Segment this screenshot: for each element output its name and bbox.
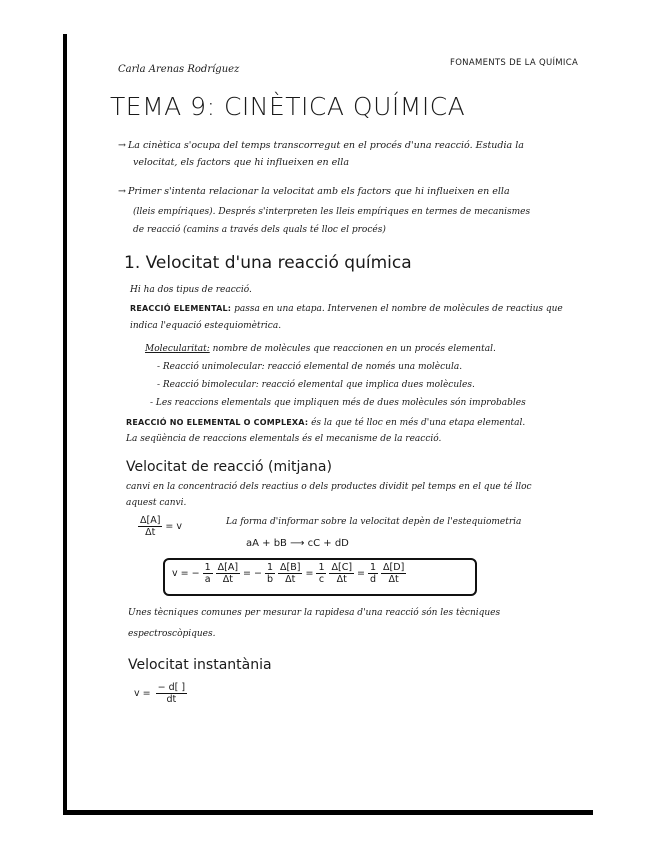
generic-reaction: aA + bB ⟶ cC + dD bbox=[246, 538, 349, 549]
molecularity-line bbox=[145, 343, 496, 355]
rate-v: v = bbox=[172, 568, 189, 579]
derivative-fraction bbox=[156, 682, 187, 705]
author-name: Carla Arenas Rodríguez bbox=[118, 64, 240, 75]
non-elemental-line2: La seqüència de reaccions elementals és el mecanisme de la reacció. bbox=[126, 434, 442, 444]
term1-delta bbox=[216, 562, 240, 585]
delta-den: Δt bbox=[336, 574, 347, 585]
section-heading: 1. Velocitat d'una reacció química bbox=[124, 253, 412, 273]
techniques-line1: Unes tècniques comunes per mesurar la rapidesa d'una reacció són les tècniques bbox=[128, 608, 501, 618]
arrow-bullet-icon: → bbox=[118, 186, 126, 197]
non-elemental-line1 bbox=[126, 417, 525, 429]
average-rate-formula bbox=[138, 515, 182, 538]
coef-num: 1 bbox=[370, 562, 377, 573]
equals-2: = bbox=[305, 568, 314, 579]
delta-den: Δt bbox=[285, 574, 296, 585]
rate-equation bbox=[172, 562, 406, 585]
molecularity-text: nombre de molècules que reaccionen en un procés elemental. bbox=[212, 344, 496, 354]
average-rate-def-line1: canvi en la concentració dels reactius o dels productes dividit pel temps en el que té lloc bbox=[126, 482, 532, 492]
fraction-denominator: Δt bbox=[145, 527, 156, 538]
delta-fraction bbox=[138, 515, 162, 538]
term3-delta bbox=[329, 562, 354, 585]
subject-label: FONAMENTS DE LA QUÍMICA bbox=[450, 58, 579, 68]
equals-1: = bbox=[243, 568, 252, 579]
page-bottom-border bbox=[63, 810, 593, 815]
derivative-num: − d[ ] bbox=[157, 682, 186, 693]
term1-sign: − bbox=[191, 568, 200, 579]
page-left-border bbox=[63, 34, 67, 814]
elemental-label: REACCIÓ ELEMENTAL: bbox=[130, 304, 232, 313]
coef-num: 1 bbox=[204, 562, 211, 573]
delta-den: Δt bbox=[388, 574, 399, 585]
delta-num: Δ[D] bbox=[383, 562, 405, 573]
delta-num: Δ[B] bbox=[280, 562, 301, 573]
derivative-den: dt bbox=[166, 694, 177, 705]
coef-num: 1 bbox=[318, 562, 325, 573]
non-elemental-label: REACCIÓ NO ELEMENTAL O COMPLEXA: bbox=[126, 418, 309, 427]
coef-den: a bbox=[204, 574, 211, 585]
termolecular-item: - Les reaccions elementals que impliquen més de dues molècules són improbables bbox=[150, 398, 526, 408]
non-elemental-text: és la que té lloc en més d'una etapa elemental. bbox=[311, 418, 526, 428]
coef-den: b bbox=[266, 574, 274, 585]
page-title: TEMA 9: CINÈTICA QUÍMICA bbox=[110, 92, 466, 121]
intro-bullet-2 bbox=[118, 186, 510, 198]
intro-b2-line1: Primer s'intenta relacionar la velocitat amb els factors que hi influeixen en ella bbox=[127, 186, 510, 197]
inst-v: v = bbox=[134, 687, 151, 699]
delta-num: Δ[A] bbox=[217, 562, 239, 573]
elemental-reaction-line2: indica l'equació estequiomètrica. bbox=[130, 321, 282, 331]
average-rate-heading: Velocitat de reacció (mitjana) bbox=[126, 459, 332, 475]
instantaneous-formula bbox=[134, 682, 187, 705]
equals-v: = v bbox=[165, 520, 183, 532]
delta-den: Δt bbox=[222, 574, 233, 585]
reaction-types-intro: Hi ha dos tipus de reacció. bbox=[130, 285, 252, 295]
intro-bullet-1 bbox=[118, 140, 524, 152]
fraction-numerator: Δ[A] bbox=[140, 515, 161, 526]
unimolecular-item: - Reacció unimolecular: reacció elemental de només una molècula. bbox=[157, 362, 463, 372]
intro-b2-line3: de reacció (camins a través dels quals té lloc el procés) bbox=[133, 225, 386, 235]
term4-delta bbox=[381, 562, 406, 585]
intro-b1-line1: La cinètica s'ocupa del temps transcorregut en el procés d'una reacció. Estudia la bbox=[127, 140, 524, 151]
term3-coef bbox=[316, 562, 326, 585]
coef-num: 1 bbox=[266, 562, 274, 573]
coef-den: d bbox=[370, 574, 377, 585]
techniques-line2: espectroscòpiques. bbox=[128, 629, 216, 639]
term2-delta bbox=[278, 562, 302, 585]
bimolecular-item: - Reacció bimolecular: reacció elemental que implica dues molècules. bbox=[157, 380, 475, 390]
term4-coef bbox=[368, 562, 378, 585]
molecularity-label: Molecularitat: bbox=[145, 344, 210, 354]
elemental-text: passa en una etapa. Intervenen el nombre de molècules de reactius que bbox=[234, 304, 563, 314]
elemental-reaction-line1 bbox=[130, 303, 563, 315]
average-rate-def-line2: aquest canvi. bbox=[126, 498, 187, 508]
coef-den: c bbox=[318, 574, 325, 585]
delta-num: Δ[C] bbox=[331, 562, 353, 573]
stoichiometry-note: La forma d'informar sobre la velocitat depèn de l'estequiometria bbox=[226, 517, 522, 527]
instantaneous-heading: Velocitat instantània bbox=[128, 657, 272, 673]
term2-coef bbox=[265, 562, 275, 585]
arrow-bullet-icon: → bbox=[118, 140, 126, 151]
intro-b1-line2: velocitat, els factors que hi influeixen en ella bbox=[133, 157, 350, 168]
intro-b2-line2: (lleis empíriques). Després s'interpreten les lleis empíriques en termes de mecanismes bbox=[133, 207, 531, 217]
equals-3: = bbox=[357, 568, 365, 579]
term1-coef bbox=[203, 562, 213, 585]
term2-sign: − bbox=[254, 568, 262, 579]
